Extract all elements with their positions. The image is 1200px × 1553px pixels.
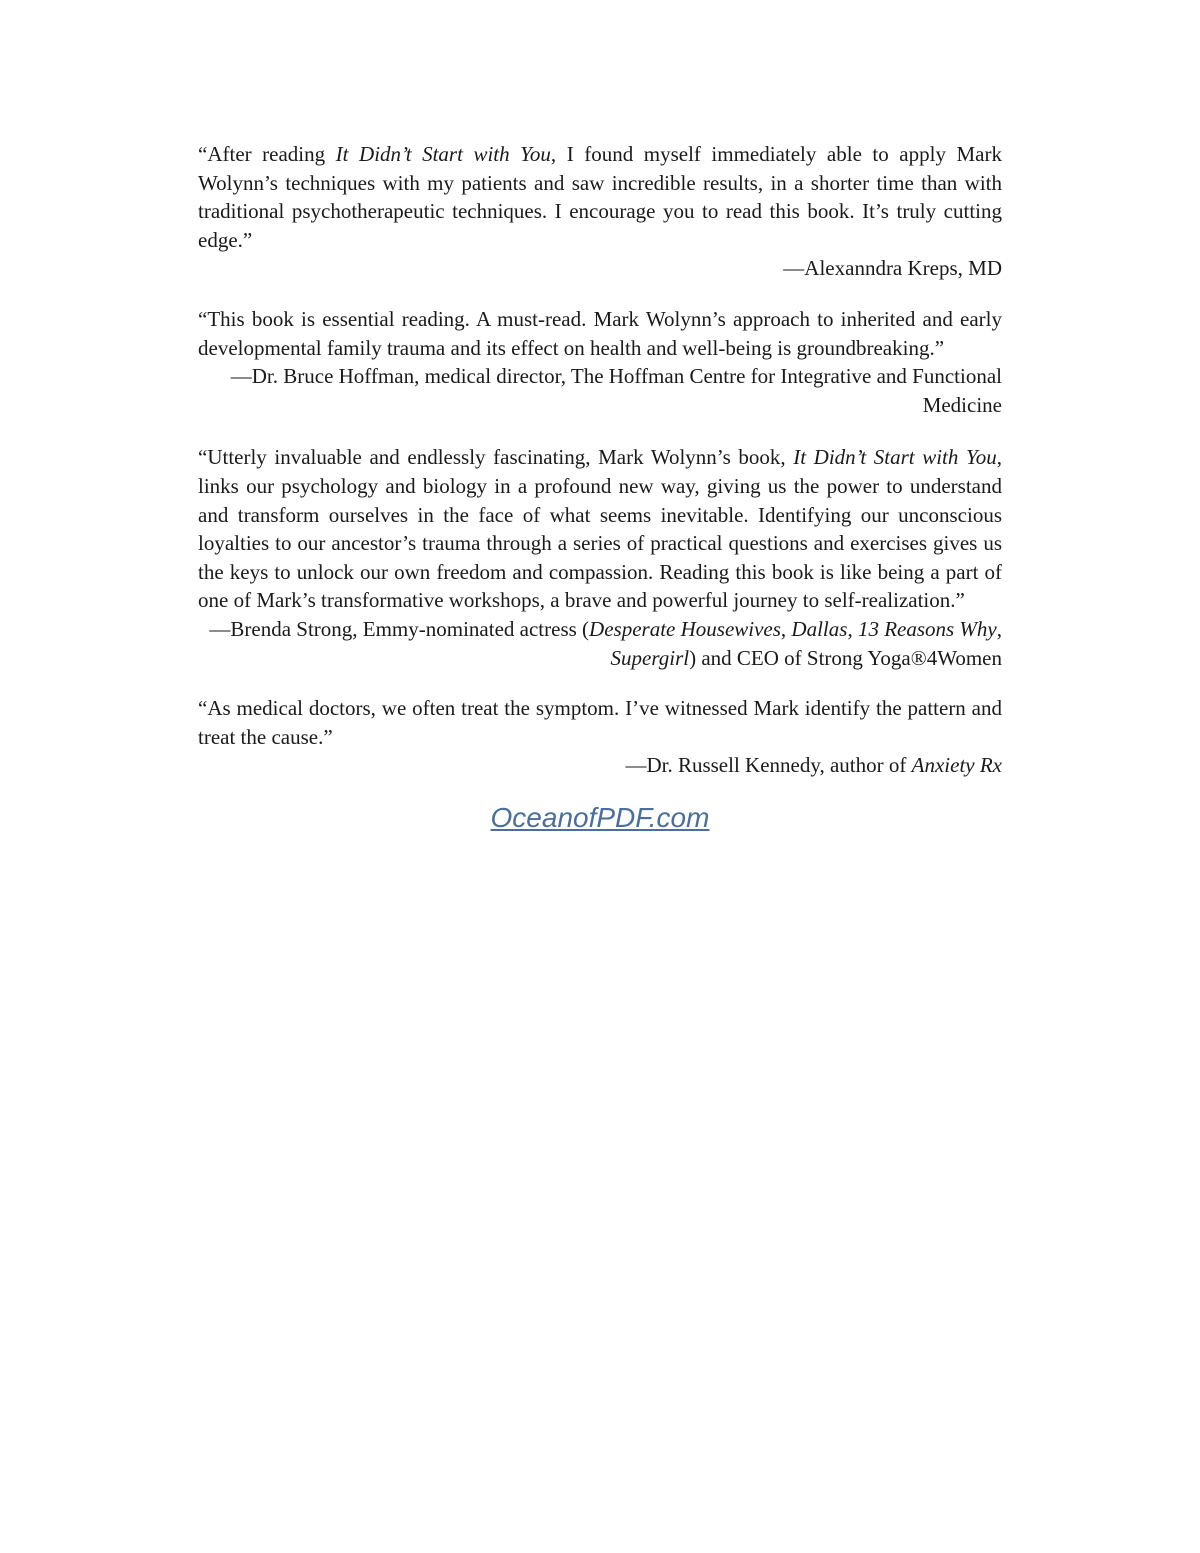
show-title: Supergirl — [610, 645, 690, 670]
testimonial-quote: “Utterly invaluable and endlessly fascinating, Mark Wolynn’s book, It Didn’t Start with You, links our psychology and biology in a profound new way, giving us the power to understand and transform ourselves in the face of what seems inevitable. Identifying our unconscious loyalties to our ancestor’s trauma through a series of practical questions and exercises gives us the keys to unlock our own freedom and compassion. Reading this book is like being a part of one of Mark’s transformative workshops, a brave and powerful journey to self-realization.” — [198, 445, 1002, 613]
testimonial-1 — [198, 140, 1002, 283]
testimonial-3 — [198, 443, 1002, 672]
testimonial-attribution: —Dr. Russell Kennedy, author of Anxiety Rx — [625, 753, 1002, 778]
testimonial-attribution: —Brenda Strong, Emmy-nominated actress (Desperate Housewives, Dallas, 13 Reasons Why, Supergirl) and CEO of Strong Yoga®4Women — [209, 616, 1002, 670]
testimonial-quote: “As medical doctors, we often treat the symptom. I’ve witnessed Mark identify the pattern and treat the cause.” — [198, 696, 1002, 749]
testimonial-quote: “After reading It Didn’t Start with You, I found myself immediately able to apply Mark Wolynn’s techniques with my patients and saw incredible results, in a shorter time than with traditional psychotherapeutic techniques. I encourage you to read this book. It’s truly cutting edge.” — [198, 142, 1002, 252]
testimonial-quote: “This book is essential reading. A must-read. Mark Wolynn’s approach to inherited and early developmental family trauma and its effect on health and well-being is groundbreaking.” — [198, 306, 1002, 360]
book-title: It Didn’t Start with You — [335, 142, 551, 166]
show-title: 13 Reasons Why — [857, 616, 997, 641]
testimonial-4 — [198, 694, 1002, 780]
show-title: Dallas — [791, 616, 848, 641]
testimonial-attribution: —Dr. Bruce Hoffman, medical director, The Hoffman Centre for Integrative and Functional Medicine — [230, 364, 1002, 417]
oceanofpdf-link[interactable]: OceanofPDF.com — [490, 801, 710, 833]
document-page — [198, 140, 1002, 834]
testimonial-2 — [198, 305, 1002, 419]
testimonial-attribution: —Alexanndra Kreps, MD — [783, 256, 1002, 281]
show-title: Desperate Housewives — [589, 616, 781, 641]
book-title: It Didn’t Start with You — [793, 445, 997, 470]
book-title: Anxiety Rx — [911, 753, 1002, 778]
